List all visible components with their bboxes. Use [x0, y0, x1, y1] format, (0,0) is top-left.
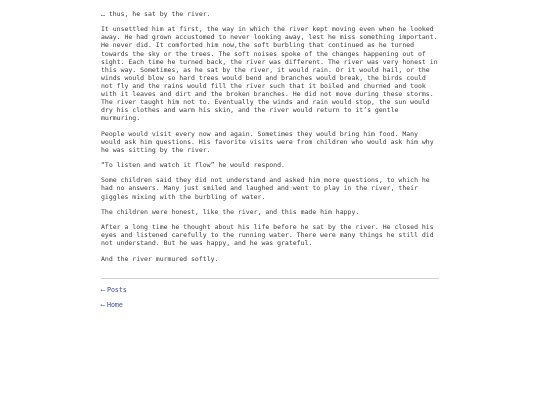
story-paragraph-visitors: People would visit every now and again. Sometimes they would bring him food. Many would ask him questions. His favorite visits were from children who would ask him why he was sitting by the river. — [101, 129, 434, 154]
story-paragraph-children: Some children said they did not understand and asked him more questions, to which he had no answers. Many just smiled and laughed and went to play in the river, their giggles mixing with the burbling of water. — [101, 176, 430, 201]
story-paragraph-response: “To listen and watch it flow” he would respond. — [101, 161, 285, 170]
arrow-left-icon: ⟵ — [101, 285, 105, 294]
story-paragraph-river: It unsettled him at first, the way in which the river kept moving even when he looked away. He had grown accustomed to never looking away, lest he miss something important. He never did. It comforted him now,the soft burbling that continued as he turned towards the sky or the trees. The soft noises spoke of the changes happening out of sight. Each time he turned back, the river was different. The river was very honest in this way. Sometimes, as he sat by the river, it would rain. Or it would hail, or the winds would blow so hard trees would bend and branches would break, the birds could not fly and the rains would fill the river such that it boiled and churned and took with it leaves and dirt and the broken branches. He did not move during these storms. The river taught him not to. Eventually the winds and rain would stop, the sun would dry his clothes and warm his skin, and the river would return to it’s gentle murmuring. — [101, 25, 438, 123]
posts-link[interactable] — [101, 286, 439, 294]
story-paragraph-honest: The children were honest, like the river, and this made him happy. — [101, 207, 360, 216]
posts-link-label: Posts — [106, 285, 127, 294]
footer-nav — [101, 286, 439, 310]
home-link-label: Home — [106, 301, 123, 310]
story-paragraph-reflection: After a long time he thought about his life before he sat by the river. He closed his eyes and listened carefully to the running water. There were many things he still did not understand. But he was happy, and he was grateful. — [101, 223, 434, 248]
home-link[interactable] — [101, 301, 439, 309]
section-divider — [101, 278, 439, 279]
story-paragraph-opening: … thus, he sat by the river. — [101, 10, 211, 18]
story-paragraph-closing: And the river murmured softly. — [101, 254, 219, 263]
arrow-left-icon: ⟵ — [101, 301, 105, 310]
story-page — [101, 10, 439, 317]
